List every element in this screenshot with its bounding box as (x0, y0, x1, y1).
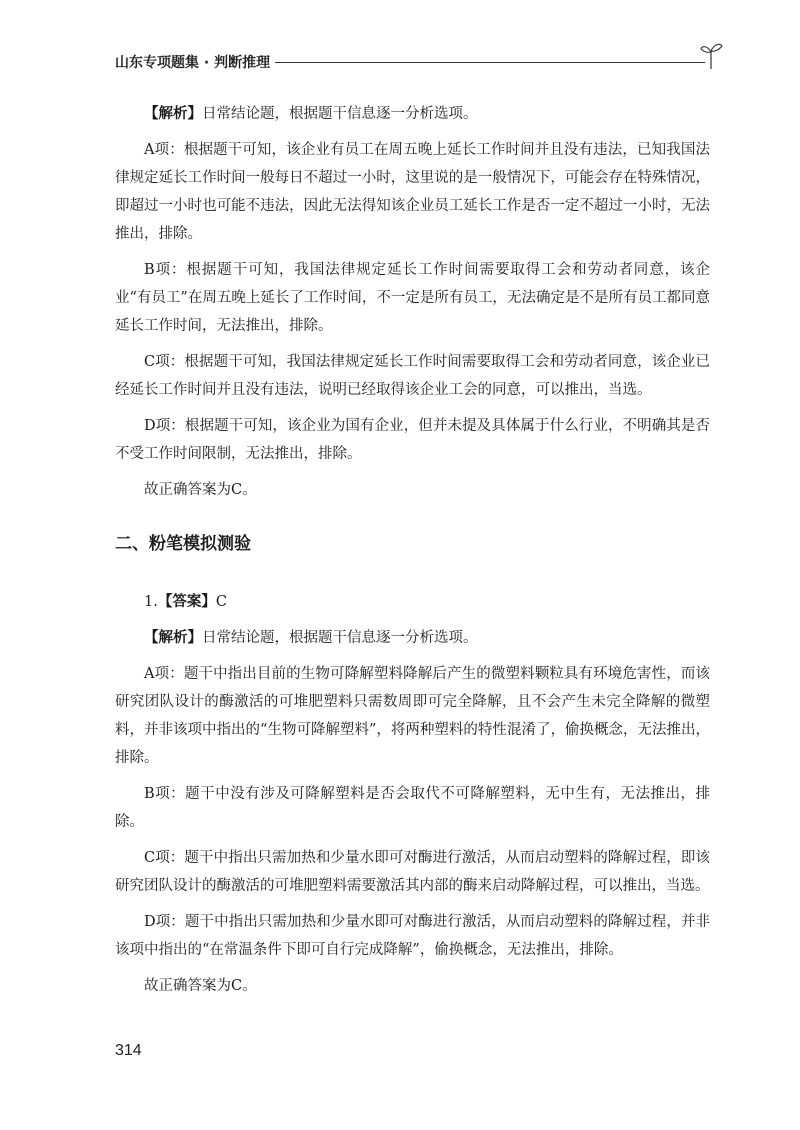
question-number: 1. (144, 594, 158, 610)
option-c-analysis: C项：题干中指出只需加热和少量水即可对酶进行激活，从而启动塑料的降解过程，即该研究团队设计的酶激活的可堆肥塑料需要激活其内部的酶来启动降解过程，可以推出，当选。 (115, 850, 710, 894)
option-b-analysis: B项：根据题干可知，我国法律规定延长工作时间需要取得工会和劳动者同意，该企业“有员工”在周五晚上延长了工作时间，不一定是所有员工，无法确定是不是所有员工都同意延长工作时间，无法推出，排除。 (115, 262, 710, 334)
sprout-icon (699, 40, 723, 70)
answer-value: C (215, 594, 227, 610)
conclusion: 故正确答案为C。 (144, 978, 257, 994)
option-a-analysis: A项：题干中指出目前的生物可降解塑料降解后产生的微塑料颗粒具有环境危害性，而该研究团队设计的酶激活的可堆肥塑料只需数周即可完全降解，且不会产生未完全降解的微塑料，并非该项中指出的“生物可降解塑料”，将两种塑料的特性混淆了，偷换概念，无法推出，排除。 (115, 666, 710, 766)
analysis-paragraph (115, 624, 710, 652)
option-c-analysis: C项：根据题干可知，我国法律规定延长工作时间需要取得工会和劳动者同意，该企业已经延长工作时间并且没有违法，说明已经取得该企业工会的同意，可以推出，当选。 (115, 354, 710, 398)
option-d-analysis: D项：根据题干可知，该企业为国有企业，但并未提及具体属于什么行业，不明确其是否不受工作时间限制，无法推出，排除。 (115, 418, 710, 462)
answer-tag: 【答案】 (157, 594, 216, 610)
option-d-analysis: D项：题干中指出只需加热和少量水即可对酶进行激活，从而启动塑料的降解过程，并非该项中指出的“在常温条件下即可自行完成降解”，偷换概念，无法推出，排除。 (115, 914, 710, 958)
analysis-tag: 【解析】 (144, 106, 202, 122)
analysis-text: 日常结论题，根据题干信息逐一分析选项。 (202, 106, 478, 122)
answer-line (115, 588, 710, 616)
analysis-tag: 【解析】 (144, 630, 202, 646)
option-b-analysis: B项：题干中没有涉及可降解塑料是否会取代不可降解塑料，无中生有，无法推出，排除。 (115, 786, 710, 830)
header-title: 山东专项题集 · 判断推理 (115, 55, 271, 71)
section-heading: 二、粉笔模拟测验 (115, 534, 251, 554)
option-a-analysis: A项：根据题干可知，该企业有员工在周五晚上延长工作时间并且没有违法，已知我国法律规定延长工作时间一般每日不超过一小时，这里说的是一般情况下，可能会存在特殊情况，即超过一小时也可能不违法，因此无法得知该企业员工延长工作是否一定不超过一小时，无法推出，排除。 (115, 142, 710, 242)
page-content (115, 100, 710, 1008)
header-rule (275, 62, 705, 63)
conclusion: 故正确答案为C。 (144, 482, 257, 498)
page-number: 314 (115, 1042, 142, 1059)
running-header (115, 40, 715, 74)
analysis-text: 日常结论题，根据题干信息逐一分析选项。 (202, 630, 478, 646)
analysis-paragraph (115, 100, 710, 128)
